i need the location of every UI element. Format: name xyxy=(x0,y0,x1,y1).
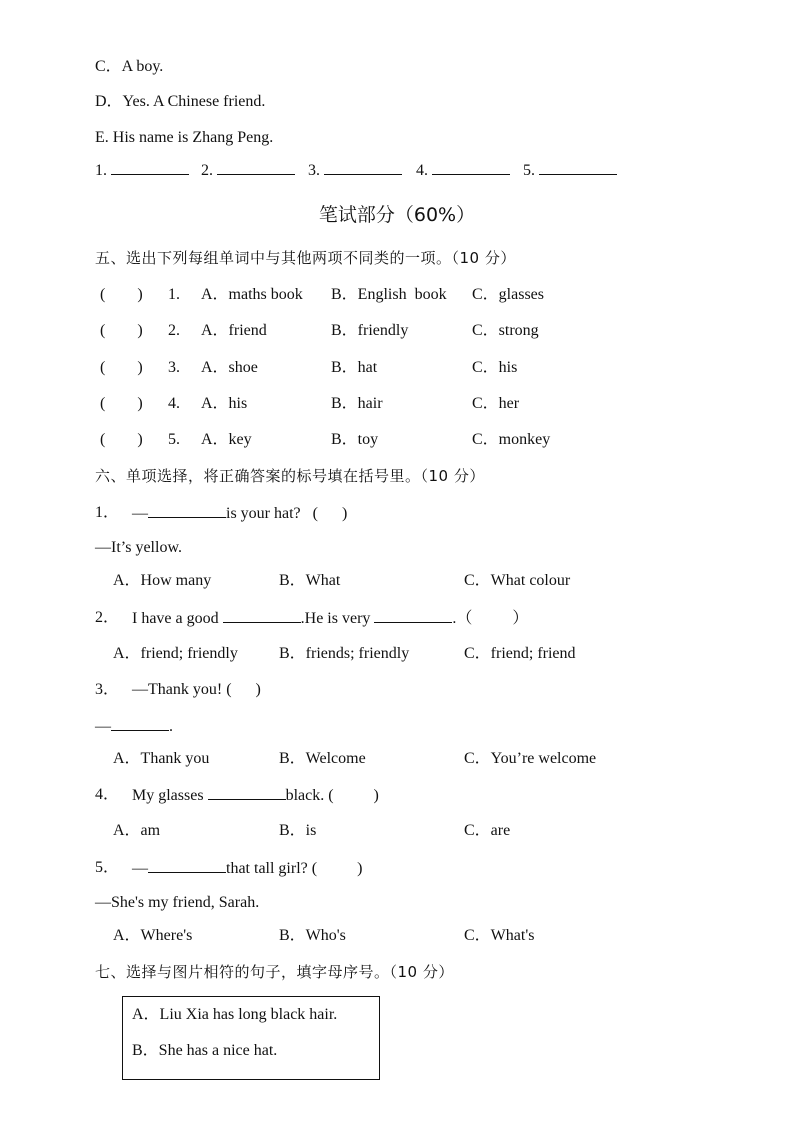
answer-blank[interactable] xyxy=(539,160,617,175)
answer-number: 4. xyxy=(416,162,428,179)
option-b: B．toy xyxy=(331,431,379,448)
section6-question-3 xyxy=(95,680,261,700)
option-a: A．maths book xyxy=(201,286,303,303)
option-a: A．am xyxy=(113,822,161,839)
answer-blank[interactable] xyxy=(432,160,510,175)
option-a: A．key xyxy=(201,431,252,448)
question-number: 3. xyxy=(168,359,180,376)
answer-bracket[interactable]: ( ) xyxy=(100,322,143,339)
options-row xyxy=(95,926,535,946)
question-text: .He is very xyxy=(300,610,375,627)
question-text: I have a good xyxy=(132,610,223,627)
option-c: C．are xyxy=(464,822,511,839)
answer-blank[interactable] xyxy=(148,503,226,518)
option-b: B．is xyxy=(279,822,317,839)
options-row xyxy=(95,571,571,591)
option-c: C．glasses xyxy=(472,286,545,303)
option-c: C．strong xyxy=(472,322,539,339)
sentence-option-a: A．Liu Xia has long black hair. xyxy=(132,1006,338,1023)
question-reply: —It’s yellow. xyxy=(95,539,182,556)
section5-question xyxy=(95,285,545,305)
sentence-options-box xyxy=(122,996,380,1080)
answer-number: 3. xyxy=(308,162,320,179)
option-c: C．his xyxy=(472,359,518,376)
answer-blank[interactable] xyxy=(223,608,301,623)
question-number: 2. xyxy=(168,322,180,339)
section5-question xyxy=(95,358,518,378)
question-reply: —She's my friend, Sarah. xyxy=(95,894,260,911)
question-text: — xyxy=(132,505,148,522)
section5-question xyxy=(95,321,539,341)
written-section-title: 笔试部分（60%） xyxy=(318,204,476,226)
option-a: A．his xyxy=(201,395,248,412)
option-d: D．Yes. A Chinese friend. xyxy=(95,93,266,110)
answer-bracket[interactable]: ( ) xyxy=(100,431,143,448)
option-a: A．friend xyxy=(201,322,267,339)
question-text: — xyxy=(132,860,148,877)
option-a: A．shoe xyxy=(201,359,258,376)
section5-heading: 五、选出下列每组单词中与其他两项不同类的一项。（10 分） xyxy=(95,249,516,267)
options-row xyxy=(95,644,576,664)
option-a: A．How many xyxy=(113,572,212,589)
section6-question-5 xyxy=(95,858,363,878)
option-c: C．What's xyxy=(464,927,535,944)
answer-blanks-row xyxy=(95,160,535,180)
section6-question-1 xyxy=(95,503,348,523)
question-text: —Thank you! ( ) xyxy=(132,681,261,698)
reply-end: . xyxy=(169,718,173,735)
option-b: B．friends; friendly xyxy=(279,645,410,662)
question-number: 5． xyxy=(95,859,120,876)
answer-bracket[interactable]: ( ) xyxy=(100,395,143,412)
question-number: 1. xyxy=(168,286,180,303)
answer-blank[interactable] xyxy=(111,716,169,731)
question-text: black. ( ) xyxy=(285,787,379,804)
options-row xyxy=(95,821,511,841)
question-number: 1． xyxy=(95,504,120,521)
option-a: A．friend; friendly xyxy=(113,645,238,662)
answer-number: 5. xyxy=(523,162,535,179)
sentence-option-b: B．She has a nice hat. xyxy=(132,1042,278,1059)
section7-heading: 七、选择与图片相符的句子，填字母序号。（10 分） xyxy=(95,963,454,981)
answer-blank[interactable] xyxy=(111,160,189,175)
answer-blank[interactable] xyxy=(217,160,295,175)
options-row xyxy=(95,749,597,769)
reply-dash: — xyxy=(95,718,111,735)
question-text: My glasses xyxy=(132,787,208,804)
answer-blank[interactable] xyxy=(208,785,286,800)
question-text: is your hat? ( ) xyxy=(226,505,348,522)
question-text: that tall girl? ( ) xyxy=(226,860,363,877)
option-c: C．What colour xyxy=(464,572,571,589)
answer-bracket[interactable]: ( ) xyxy=(100,286,143,303)
question-reply xyxy=(95,716,173,736)
answer-number: 2. xyxy=(201,162,213,179)
option-c: C．friend; friend xyxy=(464,645,576,662)
answer-blank[interactable] xyxy=(374,608,452,623)
section6-question-4 xyxy=(95,785,379,805)
option-b: B．What xyxy=(279,572,341,589)
question-number: 4. xyxy=(168,395,180,412)
option-b: B．friendly xyxy=(331,322,409,339)
section5-question xyxy=(95,430,551,450)
answer-blank[interactable] xyxy=(324,160,402,175)
question-number: 2． xyxy=(95,609,120,626)
question-number: 3． xyxy=(95,681,120,698)
question-number: 4． xyxy=(95,786,120,803)
section6-question-2 xyxy=(95,608,529,628)
option-b: B．English book xyxy=(331,286,447,303)
option-c: C．You’re welcome xyxy=(464,750,597,767)
option-a: A．Thank you xyxy=(113,750,210,767)
question-text: .（ ） xyxy=(452,610,529,627)
section5-question xyxy=(95,394,520,414)
answer-blank[interactable] xyxy=(148,858,226,873)
option-b: B．hair xyxy=(331,395,383,412)
option-c: C．monkey xyxy=(472,431,551,448)
answer-number: 1. xyxy=(95,162,107,179)
option-e: E. His name is Zhang Peng. xyxy=(95,129,274,146)
option-c: C．her xyxy=(472,395,520,412)
option-b: B．Welcome xyxy=(279,750,366,767)
option-b: B．Who's xyxy=(279,927,346,944)
option-b: B．hat xyxy=(331,359,378,376)
answer-bracket[interactable]: ( ) xyxy=(100,359,143,376)
section6-heading: 六、单项选择，将正确答案的标号填在括号里。（10 分） xyxy=(95,467,485,485)
option-a: A．Where's xyxy=(113,927,193,944)
option-c: C．A boy. xyxy=(95,58,164,75)
question-number: 5. xyxy=(168,431,180,448)
